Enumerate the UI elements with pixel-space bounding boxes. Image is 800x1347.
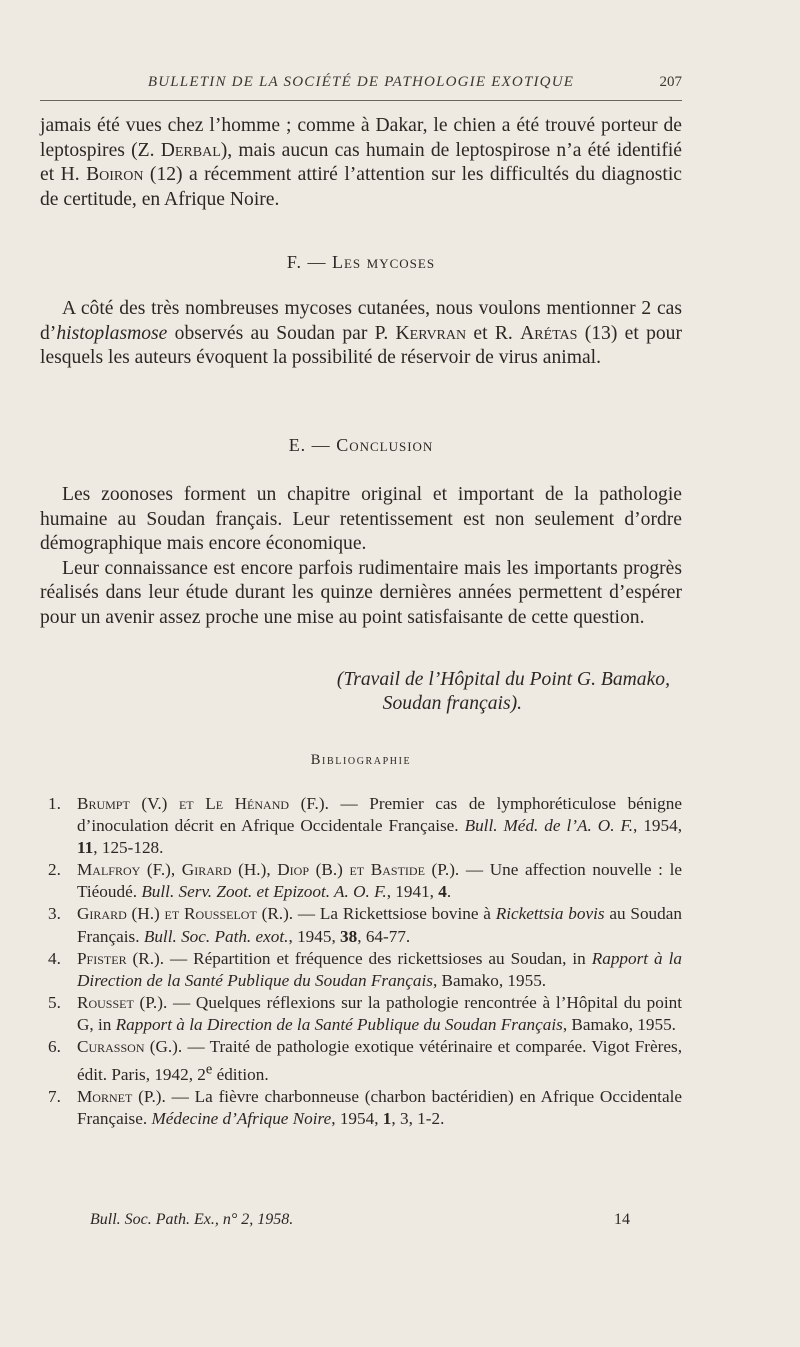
reference-source: Rapport à la Direction de la Santé Publique du Soudan Français <box>115 1014 563 1034</box>
reference-item: 3. Girard (H.) et Rousselot (R.). — La Rickettsiose bovine à Rickettsia bovis au Soudan Français. Bull. Soc. Path. exot., 1945, 38, 64-77. <box>48 904 682 946</box>
section-heading-conclusion: E. — Conclusion <box>288 435 434 455</box>
conclusion-text <box>40 483 682 630</box>
reference-authors: Curasson (G.). <box>77 1037 183 1057</box>
page-number: 207 <box>659 74 682 90</box>
running-head <box>40 74 682 91</box>
reference-item: 6. Curasson (G.). — Traité de pathologie exotique vétérinaire et comparée. Vigot Frères, édit. Paris, 1942, 2e édition. <box>48 1037 682 1084</box>
reference-source: Bull. Soc. Path. exot. <box>143 926 289 946</box>
reference-source: Médecine d’Afrique Noire <box>151 1109 332 1129</box>
reference-item: 5. Rousset (P.). — Quelques réflexions sur la pathologie rencontrée à l’Hôpital du point G, in Rapport à la Direction de la Santé Publique du Soudan Français, Bamako, 1955. <box>48 992 682 1034</box>
reference-source: Bull. Méd. de l’A. O. F. <box>464 816 634 836</box>
signature-mark: 14 <box>614 1211 630 1228</box>
conclusion-paragraph-2: Leur connaissance est encore parfois rudimentaire mais les importants progrès réalisés dans leur étude durant les quinze dernières années permettent d’espérer pour un avenir assez proche une mise au point satisfaisante de cette question. <box>40 557 682 628</box>
reference-authors: Mornet (P.). <box>77 1086 166 1106</box>
reference-source: Rapport à la Direction de la Santé Publique du Soudan Français <box>77 948 682 990</box>
reference-item: 1. Brumpt (V.) et Le Hénand (F.). — Premier cas de lymphoréticulose bénigne d’inoculation décrit en Afrique Occidentale Française. Bull. Méd. de l’A. O. F., 1954, 11, 125-128. <box>48 794 682 858</box>
reference-source: Bull. Serv. Zoot. et Epizoot. A. O. F. <box>141 882 387 902</box>
disease-name: histoplasmose <box>56 322 168 344</box>
reference-authors: Brumpt (V.) et Le Hénand (F.). <box>77 794 329 813</box>
reference-authors: Rousset (P.). <box>77 992 168 1012</box>
author-name: Kervran <box>395 322 467 344</box>
conclusion-paragraph-1: Les zoonoses forment un chapitre original et important de la pathologie humaine au Soudan français. Leur retentissement est non seulement d’ordre démographique mais encore économique. <box>40 484 682 554</box>
reference-item: 2. Malfroy (F.), Girard (H.), Diop (B.) et Bastide (P.). — Une affection nouvelle : le Tiéoudé. Bull. Serv. Zoot. et Epizoot. A. O. F., 1941, 4. <box>48 860 682 902</box>
reference-authors: Girard (H.) et Rousselot (R.). <box>77 904 294 924</box>
mycoses-paragraph: A côté des très nombreuses mycoses cutanées, nous voulons mentionner 2 cas d’histoplasmose observés au Soudan par P. Kervran et R. Arétas (13) et pour lesquels les auteurs évoquent la possibilité de réservoir de virus animal. <box>40 298 682 368</box>
bibliography-title: Bibliographie <box>310 752 412 768</box>
journal-issue: Bull. Soc. Path. Ex., n° 2, 1958. <box>90 1211 294 1228</box>
reference-authors: Pfister (R.). <box>77 948 165 968</box>
affiliation-line-2: Soudan français). <box>382 693 522 714</box>
journal-title: BULLETIN DE LA SOCIÉTÉ DE PATHOLOGIE EXOTIQUE <box>147 74 575 90</box>
author-name: Boiron <box>86 164 144 185</box>
author-name: Arétas <box>520 322 578 344</box>
reference-authors: Malfroy (F.), Girard (H.), Diop (B.) et Bastide (P.). <box>77 860 460 880</box>
header-rule <box>40 100 682 101</box>
affiliation-signature <box>40 668 682 716</box>
reference-item: 4. Pfister (R.). — Répartition et fréquence des rickettsioses au Soudan, in Rapport à la Direction de la Santé Publique du Soudan Français, Bamako, 1955. <box>48 948 682 990</box>
author-name: Derbal <box>160 139 221 161</box>
affiliation-line-1: (Travail de l’Hôpital du Point G. Bamako, <box>336 669 670 690</box>
intro-paragraph: jamais été vues chez l’homme ; comme à Dakar, le chien a été trouvé porteur de leptospires (Z. Derbal), mais aucun cas humain de leptospirose n’a été identifié et H. Boiron (12) a récemment attiré l’attention sur les difficultés du diagnostic de certitude, en Afrique Noire. <box>40 115 682 210</box>
species-name: Rickettsia bovis <box>495 904 605 924</box>
reference-item: 7. Mornet (P.). — La fièvre charbonneuse (charbon bactéridien) en Afrique Occidentale Française. Médecine d’Afrique Noire, 1954, 1, 3, 1-2. <box>48 1086 682 1129</box>
bibliography-list <box>40 793 682 1130</box>
section-heading-mycoses: F. — Les mycoses <box>286 252 436 272</box>
